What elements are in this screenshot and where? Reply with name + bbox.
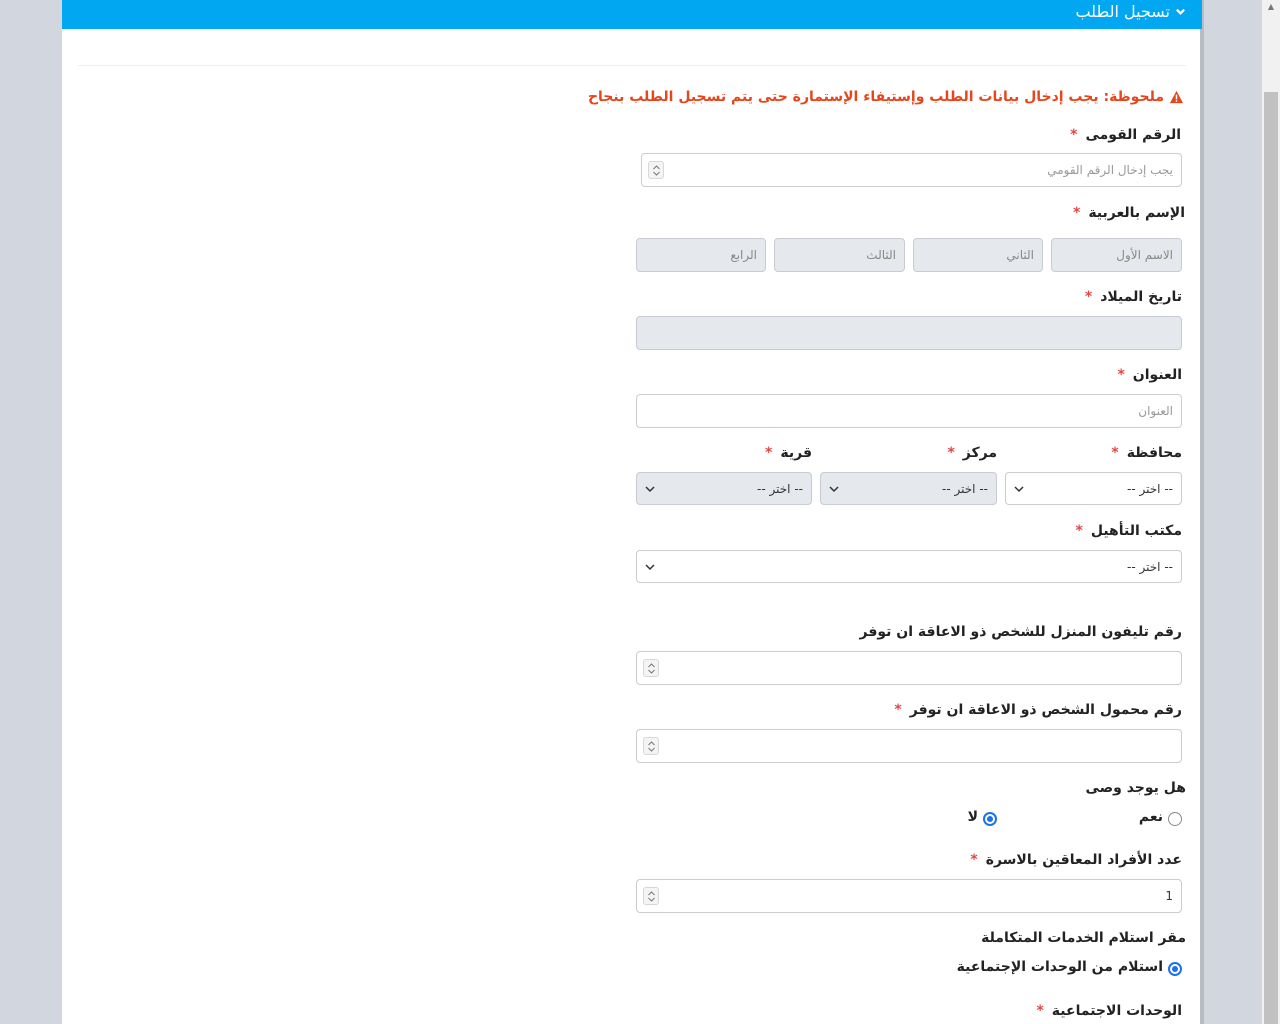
disabled-count-value: 1 — [1165, 889, 1173, 903]
guardian-no-radio[interactable] — [983, 812, 997, 826]
service-location-option[interactable]: استلام من الوحدات الإجتماعية — [956, 959, 1163, 975]
second-name-field[interactable] — [913, 238, 1043, 272]
birth-date-label-text: تاريخ الميلاد — [1100, 289, 1182, 305]
chevron-down-icon — [829, 485, 839, 493]
required-mark: * — [1084, 289, 1093, 305]
divider — [78, 65, 1186, 66]
service-location-label — [981, 930, 1186, 946]
mobile-phone-input[interactable] — [636, 729, 1182, 763]
required-mark: * — [1070, 127, 1078, 143]
number-spinner[interactable] — [643, 887, 659, 905]
fourth-name-placeholder: الرابع — [730, 248, 757, 262]
chevron-down-icon — [645, 485, 655, 493]
governorate-select[interactable] — [1005, 472, 1182, 505]
guardian-yes-radio[interactable] — [1168, 812, 1182, 826]
home-phone-input[interactable] — [636, 651, 1182, 685]
mobile-phone-label — [894, 702, 1182, 718]
birth-date-label — [1085, 289, 1182, 305]
birth-date-field[interactable] — [636, 316, 1182, 350]
disabled-count-input[interactable] — [636, 879, 1182, 913]
first-name-placeholder: الاسم الأول — [1116, 248, 1173, 262]
required-mark: * — [970, 852, 978, 868]
guardian-label — [1085, 780, 1186, 796]
scrollbar-thumb[interactable] — [1264, 92, 1278, 1024]
number-spinner[interactable] — [643, 737, 659, 755]
mobile-phone-label-text: رقم محمول الشخص ذو الاعاقة ان توفر — [909, 702, 1182, 718]
third-name-field[interactable] — [774, 238, 905, 272]
national-id-input[interactable] — [641, 153, 1182, 187]
service-location-label-text: مقر استلام الخدمات المتكاملة — [981, 930, 1186, 946]
third-name-placeholder: الثالث — [866, 248, 896, 262]
note-text: ملحوظة: يجب إدخال بيانات الطلب وإستيفاء الإستمارة حتى يتم تسجيل الطلب بنجاح — [587, 89, 1164, 105]
guardian-label-text: هل يوجد وصى — [1085, 780, 1186, 796]
guardian-no-label[interactable]: لا — [967, 809, 978, 825]
required-mark: * — [1111, 445, 1119, 461]
home-phone-label — [860, 624, 1182, 640]
social-units-label-text: الوحدات الاجتماعية — [1051, 1003, 1182, 1019]
section-title: تسجيل الطلب — [1075, 2, 1170, 21]
service-location-radio[interactable] — [1168, 962, 1182, 976]
address-label-text: العنوان — [1132, 367, 1182, 383]
form-note — [588, 89, 1184, 105]
center-label — [947, 445, 997, 461]
village-label-text: قرية — [780, 445, 812, 461]
governorate-label — [1111, 445, 1182, 461]
arabic-name-label-text: الإسم بالعربية — [1088, 205, 1185, 221]
fourth-name-field[interactable] — [636, 238, 766, 272]
village-select[interactable] — [636, 472, 812, 505]
national-id-placeholder: يجب إدخال الرقم القومي — [1047, 163, 1173, 177]
required-mark: * — [1036, 1003, 1044, 1019]
chevron-down-icon — [1014, 485, 1024, 493]
governorate-label-text: محافظة — [1126, 445, 1182, 461]
required-mark: * — [947, 445, 955, 461]
rehab-office-selected: -- اختر -- — [1127, 559, 1173, 574]
national-id-label — [1070, 127, 1181, 143]
chevron-down-icon — [1175, 6, 1186, 17]
second-name-placeholder: الثاني — [1006, 248, 1034, 262]
first-name-field[interactable] — [1051, 238, 1182, 272]
arabic-name-label — [1073, 205, 1185, 221]
number-spinner[interactable] — [643, 659, 659, 677]
section-header[interactable] — [62, 0, 1202, 29]
address-input[interactable] — [636, 394, 1182, 428]
number-spinner[interactable] — [648, 161, 664, 179]
required-mark: * — [765, 445, 773, 461]
rehab-office-label — [1076, 523, 1183, 539]
required-mark: * — [1117, 367, 1125, 383]
warning-icon — [1169, 90, 1184, 104]
required-mark: * — [1075, 523, 1083, 539]
chevron-down-icon — [645, 563, 655, 571]
home-phone-label-text: رقم تليفون المنزل للشخص ذو الاعاقة ان توفر — [859, 624, 1182, 640]
required-mark: * — [894, 702, 902, 718]
social-units-label — [1036, 1003, 1182, 1019]
address-placeholder: العنوان — [1138, 404, 1173, 418]
center-select[interactable] — [820, 472, 997, 505]
disabled-count-label — [970, 852, 1182, 868]
rehab-office-select[interactable] — [636, 550, 1182, 583]
rehab-office-label-text: مكتب التأهيل — [1090, 523, 1182, 539]
village-label — [765, 445, 812, 461]
national-id-label-text: الرقم القومى — [1085, 127, 1181, 143]
governorate-selected: -- اختر -- — [1127, 481, 1173, 496]
required-mark: * — [1072, 205, 1081, 221]
center-selected: -- اختر -- — [942, 481, 988, 496]
village-selected: -- اختر -- — [757, 481, 803, 496]
panel-edge — [1200, 0, 1204, 1024]
disabled-count-label-text: عدد الأفراد المعاقين بالاسرة — [985, 852, 1182, 868]
address-label — [1117, 367, 1182, 383]
guardian-yes-label[interactable]: نعم — [1138, 809, 1163, 825]
center-label-text: مركز — [962, 445, 997, 461]
scroll-up-arrow[interactable]: ▲ — [1267, 2, 1275, 11]
